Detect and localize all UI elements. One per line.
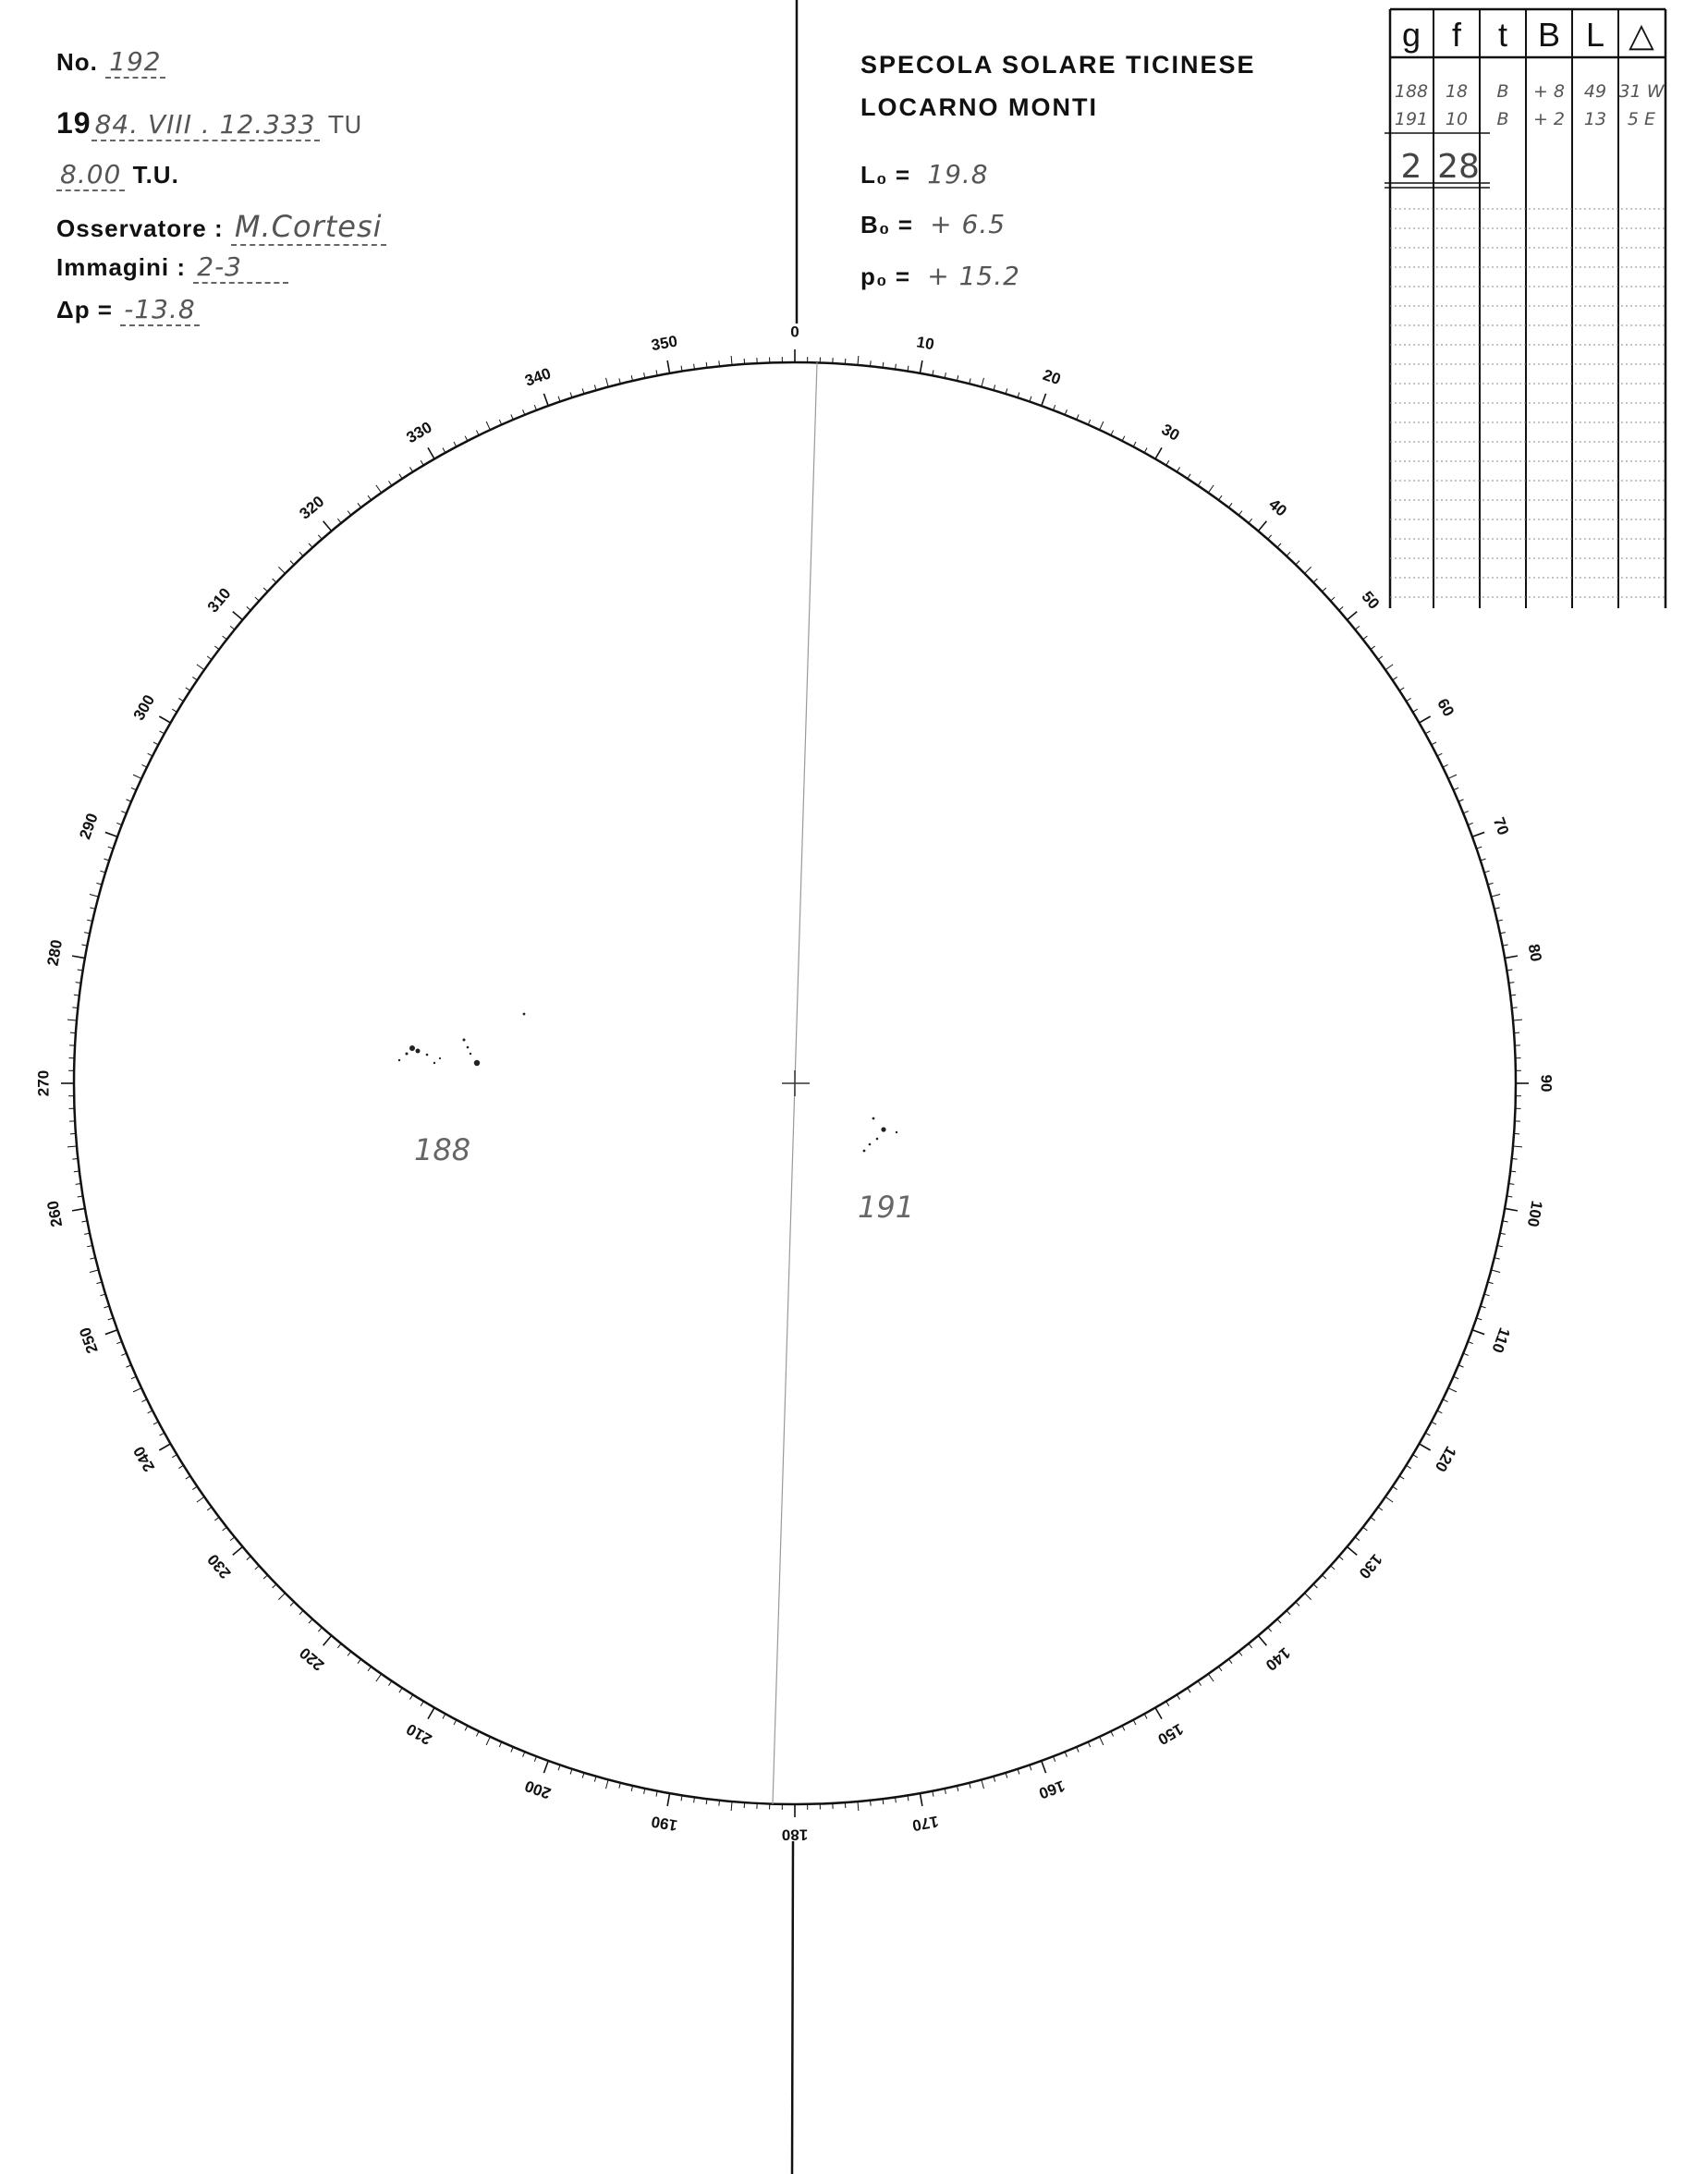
time-value: 8.00 [56,159,125,191]
degree-tick [443,1714,445,1718]
degree-tick [1448,775,1457,778]
degree-label: 240 [129,1443,159,1475]
degree-tick [1100,421,1104,430]
table-cell: 191 [1394,109,1429,129]
table-header-L: L [1585,16,1605,54]
degree-tick [1385,665,1393,670]
degree-tick [105,832,117,837]
degree-tick [1491,895,1500,898]
degree-tick [148,753,152,756]
degree-tick [1268,535,1272,540]
table-header-g: g [1401,16,1421,54]
degree-label: 100 [1523,1199,1546,1228]
degree-tick [207,1507,212,1510]
degree-tick [368,1667,372,1671]
degree-tick [1322,588,1325,592]
degree-tick [160,731,165,734]
degree-label: 140 [1262,1643,1294,1675]
degree-tick [1363,1527,1368,1531]
degree-tick [1177,1694,1179,1699]
degree-tick [153,1422,158,1424]
sheet-number-value: 192 [105,46,165,79]
degree-tick [486,1737,490,1745]
degree-tick [1425,731,1430,734]
degree-tick [358,503,361,507]
degree-tick [1258,1636,1266,1646]
degree-tick [153,742,158,745]
table-header-delta: △ [1629,16,1654,54]
degree-tick [290,1602,294,1606]
degree-tick [1348,612,1358,620]
degree-tick [1378,656,1383,660]
degree-tick [197,665,204,670]
degree-tick [858,1801,859,1811]
degree-tick [465,436,468,441]
degree-label: 350 [650,332,679,355]
degree-label: 200 [522,1777,554,1802]
degree-tick [1437,753,1442,756]
degree-tick [1363,636,1368,640]
degree-tick [1413,1455,1418,1458]
degree-label: 60 [1434,695,1458,720]
table-total-spots: 28 [1437,148,1480,186]
degree-tick [476,431,479,435]
observer-value: M.Cortesi [231,209,386,246]
degree-tick [159,1444,170,1450]
images-value: 2-3 [193,251,288,284]
degree-tick [543,1761,548,1773]
degree-tick [1198,481,1201,485]
degree-tick [1513,1146,1522,1147]
degree-tick [399,474,402,479]
degree-tick [278,1594,285,1600]
degree-tick [409,467,412,471]
degree-tick [273,579,276,582]
degree-tick [871,1801,872,1806]
degree-tick [299,552,303,556]
table-cell: 188 [1394,81,1429,102]
degree-tick [1249,1643,1252,1648]
degree-tick [1042,394,1046,406]
degree-tick [67,1146,77,1147]
degree-tick [233,1546,243,1555]
degree-label: 260 [43,1199,67,1228]
degree-label: 190 [650,1812,679,1835]
degree-tick [90,895,99,898]
degree-tick [719,360,720,366]
L0-value: 19.8 [927,159,989,189]
degree-tick [1339,1557,1344,1560]
degree-tick [1432,742,1436,745]
sunspot-group-191 [863,1118,898,1153]
degree-tick [421,1702,423,1706]
table-cell: 5 E [1627,109,1656,129]
degree-tick [454,1720,457,1725]
sunspot-group-188 [398,1013,526,1067]
degree-tick [186,688,190,690]
degree-label: 150 [1154,1719,1187,1749]
degree-tick [309,544,312,547]
degree-tick [409,1694,412,1699]
observer-line [56,209,386,244]
degree-tick [309,1619,312,1623]
degree-tick [1355,626,1360,629]
degree-tick [871,360,872,366]
degree-tick [148,1411,152,1413]
degree-tick [1144,1714,1147,1718]
degree-tick [348,1652,351,1656]
degree-tick [214,646,219,650]
degree-tick [263,1575,267,1579]
degree-tick [1425,1433,1430,1435]
observer-label: Osservatore : [56,214,224,242]
degree-tick [1413,709,1418,712]
degree-tick [90,1270,99,1273]
degree-label: 290 [76,811,102,842]
group-label-188: 188 [414,1132,471,1167]
p0-value: + 15.2 [927,261,1020,291]
degree-tick [465,1726,468,1730]
delta-p-label: Δp = [56,296,113,324]
degree-tick [719,1801,720,1806]
degree-tick [223,636,227,640]
table-dotted-rows [1390,209,1665,597]
degree-tick [1238,1652,1242,1656]
degree-tick [1133,1720,1136,1725]
degree-label: 50 [1358,588,1384,613]
degree-tick [388,1681,391,1686]
degree-tick [1339,606,1344,610]
degree-tick [263,588,267,592]
degree-label: 120 [1431,1443,1460,1475]
degree-tick [1268,1628,1272,1632]
degree-tick [667,360,669,373]
degree-tick [1100,1737,1104,1745]
degree-tick [1249,519,1252,523]
degree-label: 130 [1355,1550,1386,1582]
degree-label: 280 [43,938,67,968]
degree-tick [133,1388,141,1392]
degree-label: 160 [1036,1777,1068,1802]
ephemeris-L0 [860,159,989,189]
degree-tick [159,716,170,723]
degree-tick [1437,1411,1442,1413]
degree-tick [72,956,85,958]
degree-tick [1287,1610,1290,1614]
date-line [56,106,362,140]
degree-tick [1305,1594,1312,1600]
degree-tick [1296,1602,1299,1606]
degree-tick [323,521,332,531]
degree-tick [1198,1681,1201,1686]
degree-tick [337,1643,341,1648]
degree-tick [318,535,322,540]
degree-tick [486,421,490,430]
degree-tick [178,1465,183,1468]
degree-tick [1238,511,1242,516]
degree-tick [1155,1707,1162,1718]
table-header-B: B [1537,16,1561,54]
p0-label: p₀ = [860,263,911,290]
ephemeris-p0 [860,261,1020,291]
B0-value: + 6.5 [930,209,1006,239]
degree-tick [1371,1517,1375,1521]
degree-tick [197,1496,204,1502]
degree-tick [214,1517,219,1521]
degree-tick [273,1584,276,1588]
degree-tick [454,442,457,446]
degree-tick [1443,1399,1447,1402]
degree-label: 330 [403,418,435,447]
degree-tick [290,561,294,565]
degree-tick [1406,1465,1410,1468]
degree-tick [476,1731,479,1736]
degree-tick [667,1793,669,1806]
degree-label: 180 [781,1826,809,1844]
degree-tick [368,495,372,500]
degree-tick [731,356,732,365]
table-cell: 18 [1445,81,1469,102]
degree-tick [1188,474,1190,479]
degree-tick [142,1399,147,1402]
degree-label: 10 [915,333,936,354]
degree-tick [1228,1659,1232,1664]
degree-tick [1491,1270,1500,1273]
degree-tick [207,656,212,660]
degree-tick [982,1779,984,1789]
degree-tick [1296,561,1299,565]
degree-tick [1277,544,1281,547]
degree-tick [1378,1507,1383,1510]
degree-tick [1448,1388,1457,1392]
degree-tick [1111,1731,1114,1736]
degree-tick [920,1793,921,1806]
table-cell: 49 [1583,81,1607,102]
images-label: Immagini : [56,253,187,281]
degree-tick [1208,485,1214,493]
degree-tick [1166,1702,1169,1706]
sheet-number-line [56,46,165,77]
group-label-191: 191 [858,1190,915,1225]
degree-tick [858,356,859,365]
degree-label: 220 [296,1643,328,1675]
degree-tick [1472,832,1484,837]
degree-tick [1305,567,1312,573]
degree-tick [1208,1674,1214,1681]
degree-tick [1393,677,1397,679]
degree-tick [376,485,382,493]
degree-label: 230 [203,1550,235,1582]
degree-tick [318,1628,322,1632]
degree-tick [1188,1688,1190,1692]
degree-tick [399,1688,402,1692]
degree-label: 20 [1040,365,1064,389]
degree-tick [1472,1330,1484,1335]
degree-label: 170 [910,1812,940,1835]
date-value: 84. VIII . 12.333 [92,109,320,141]
degree-tick [1313,579,1317,582]
degree-label: 210 [403,1719,435,1749]
degree-tick [1287,552,1290,556]
degree-label: 30 [1158,420,1183,445]
degree-tick [178,698,183,701]
table-header-f: f [1451,16,1462,54]
degree-tick [1371,646,1375,650]
sun-disk [34,323,1555,1843]
degree-tick [230,626,235,629]
degree-tick [230,1537,235,1541]
degree-tick [920,360,921,373]
degree-label: 320 [296,492,328,523]
degree-tick [323,1636,332,1646]
degree-tick [1111,431,1114,435]
table-cell: 31 W [1618,81,1665,102]
degree-tick [133,775,141,778]
year-prefix: 19 [56,106,92,140]
degree-tick [223,1527,227,1531]
degree-tick [1419,716,1430,723]
degree-tick [337,519,341,523]
degree-label: 70 [1489,814,1513,838]
degree-label: 310 [203,584,235,617]
degree-tick [1144,448,1147,453]
degree-tick [255,1566,259,1569]
degree-tick [428,1707,434,1718]
degree-tick [731,1801,732,1811]
degree-tick [443,448,445,453]
degree-tick [1133,442,1136,446]
degree-tick [1122,1726,1125,1730]
degree-tick [376,1674,382,1681]
degree-label: 300 [129,691,159,724]
B0-label: B₀ = [860,211,913,238]
degree-tick [428,447,434,458]
table-cell: + 2 [1532,109,1566,129]
table-cell: 13 [1583,109,1607,129]
degree-tick [1505,1208,1518,1210]
observatory-name: SPECOLA SOLARE TICINESE [860,51,1256,79]
time-label: T.U. [132,161,179,189]
L0-label: L₀ = [860,161,911,189]
time-line [56,159,179,189]
degree-tick [186,1476,190,1479]
table-cell: B [1496,109,1509,129]
degree-tick [255,597,259,601]
date-suffix: TU [328,112,363,140]
degree-tick [192,1486,197,1489]
degree-tick [1432,1422,1436,1424]
table-cell: B [1496,81,1509,102]
degree-tick [543,394,548,406]
bottom-divider-line [792,1841,793,2174]
degree-tick [1218,495,1222,500]
degree-tick [1042,1761,1046,1773]
degree-tick [192,677,197,679]
degree-tick [233,612,243,620]
table-cell: 10 [1445,109,1469,129]
degree-tick [1155,447,1162,458]
degree-tick [1393,1486,1397,1489]
observatory-location: LOCARNO MONTI [860,93,1098,121]
images-line [56,251,288,282]
degree-tick [172,709,177,712]
degree-tick [606,378,609,387]
degree-tick [247,606,251,610]
degree-tick [1355,1537,1360,1541]
degree-tick [421,460,423,465]
degree-tick [1385,1496,1393,1502]
degree-tick [247,1557,251,1560]
degree-tick [299,1610,303,1614]
degree-tick [172,1455,177,1458]
degree-tick [72,1159,78,1160]
ephemeris-B0 [860,209,1006,239]
degree-tick [160,1433,165,1435]
degree-tick [606,1779,609,1789]
degree-label: 90 [1537,1074,1556,1093]
degree-tick [1258,521,1266,531]
degree-label: 0 [790,323,799,341]
degree-tick [1419,1444,1430,1450]
table-cell: + 8 [1532,81,1566,102]
degree-tick [1218,1667,1222,1671]
degree-tick [358,1659,361,1664]
degree-tick [1443,764,1447,767]
degree-tick [1313,1584,1317,1588]
degree-tick [1512,1159,1518,1160]
degree-tick [982,378,984,387]
degree-tick [1399,688,1404,690]
degree-tick [1322,1575,1325,1579]
degree-tick [278,567,285,573]
table-header-t: t [1497,16,1508,54]
sheet-number-label: No. [56,48,98,76]
degree-label: 340 [522,364,554,390]
degree-tick [1177,467,1179,471]
delta-p-line [56,294,200,324]
degree-tick [348,511,351,516]
degree-tick [388,481,391,485]
degree-label: 110 [1488,1325,1514,1356]
degree-tick [1122,436,1125,441]
degree-label: 40 [1265,495,1290,520]
degree-tick [1277,1619,1281,1623]
degree-tick [1505,956,1518,958]
degree-tick [1331,1566,1335,1569]
degree-tick [1406,698,1410,701]
table-total-groups: 2 [1400,148,1422,186]
degree-label: 80 [1524,942,1545,963]
degree-tick [1331,597,1335,601]
degree-tick [72,1208,85,1210]
degree-label: 270 [34,1069,53,1097]
degree-tick [1228,503,1232,507]
degree-tick [1399,1476,1404,1479]
degree-tick [105,1330,117,1335]
degree-tick [1166,460,1169,465]
delta-p-value: -13.8 [120,294,199,326]
degree-tick [142,764,147,767]
degree-label: 250 [76,1325,102,1356]
degree-tick [1348,1546,1358,1555]
